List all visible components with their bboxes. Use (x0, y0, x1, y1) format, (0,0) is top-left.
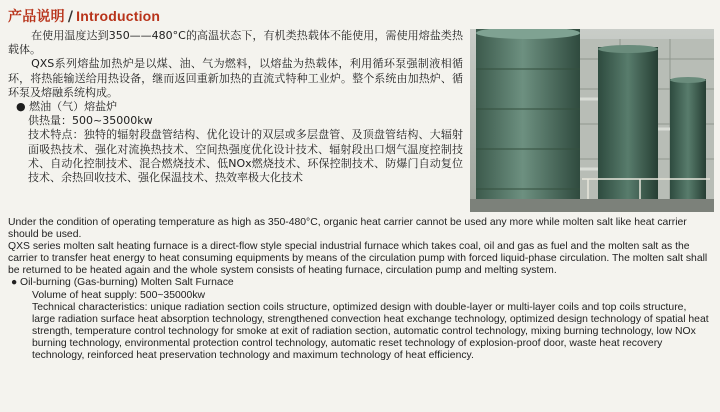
heading-slash: / (67, 9, 74, 25)
bullet-icon: ● (11, 277, 18, 289)
cn-bullet-item (8, 100, 463, 114)
en-bullet-item (8, 277, 712, 289)
en-tech-characteristics: Technical characteristics: unique radiation section coils structure, optimized design with double-layer or multi-layer coils and top coils structure, large radiation surface heat absorption technology, strengthened convection heat exchange technology, optimized design technology of spatial heat strength, temperature control technology for smoke at exit of radiation section, automatic control technology, mixing burning technology, low NOx burning technology, environmental protection control technology, automatic reset technology of explosion-proof door, waste heat recovery technology, reinforced heat preservation technology and maximum technology of heat efficiency. (32, 301, 709, 362)
cn-paragraph-1: 在使用温度达到350——480°C的高温状态下，有机类热载体不能使用，需使用熔盐类热载体。 (8, 29, 463, 57)
section-heading (8, 6, 160, 26)
english-description (8, 217, 712, 362)
cn-heat-supply: 供热量：500~35000kw (28, 114, 153, 128)
en-paragraph-2: QXS series molten salt heating furnace is a direct-flow style special industrial furnace which takes coal, oil and gas as fuel and the molten salt as the carrier to transfer heat energy to heat consuming equipments by means of the circulation pump with forced liquid-phase circulation. The molten salt shall be returned to be heated again and the whole system consists of heating furnace, circulation pump and melting system. (8, 241, 708, 277)
cn-tech-characteristics: 技术特点：独特的辐射段盘管结构、优化设计的双层或多层盘管、及顶盘管结构、大辐射面吸热技术、强化对流换热技术、空间热强度优化设计技术、辐射段出口烟气温度控制技术、自动化控制技术、混合燃烧技术、低NOx燃烧技术、环保控制技术、防爆门自动复位技术、余热回收技术、强化保温技术、热效率极大化技术 (28, 128, 463, 185)
heading-en: Introduction (76, 8, 161, 24)
en-paragraph-1: Under the condition of operating temperature as high as 350-480°C, organic heat carrier cannot be used any more while molten salt like heat carrier should be used. (8, 217, 687, 241)
industrial-furnace-icon (470, 29, 714, 212)
heading-cn: 产品说明 (8, 9, 65, 25)
en-heat-supply: Volume of heat supply: 500~35000kw (32, 289, 206, 301)
furnace-photo (470, 29, 714, 212)
cn-bullet-label: 燃油（气）熔盐炉 (29, 100, 118, 114)
bullet-icon: ● (16, 100, 30, 114)
cn-paragraph-2: QXS系列熔盐加热炉是以煤、油、气为燃料，以熔盐为热载体，利用循环泵强制液相循环，将热能输送给用热设备，继而返回重新加热的直流式特种工业炉。整个系统由加热炉、循环泵及熔融系统构成。 (8, 57, 463, 99)
en-bullet-label: Oil-burning (Gas-burning) Molten Salt Furnace (20, 277, 234, 289)
chinese-description (8, 29, 463, 185)
